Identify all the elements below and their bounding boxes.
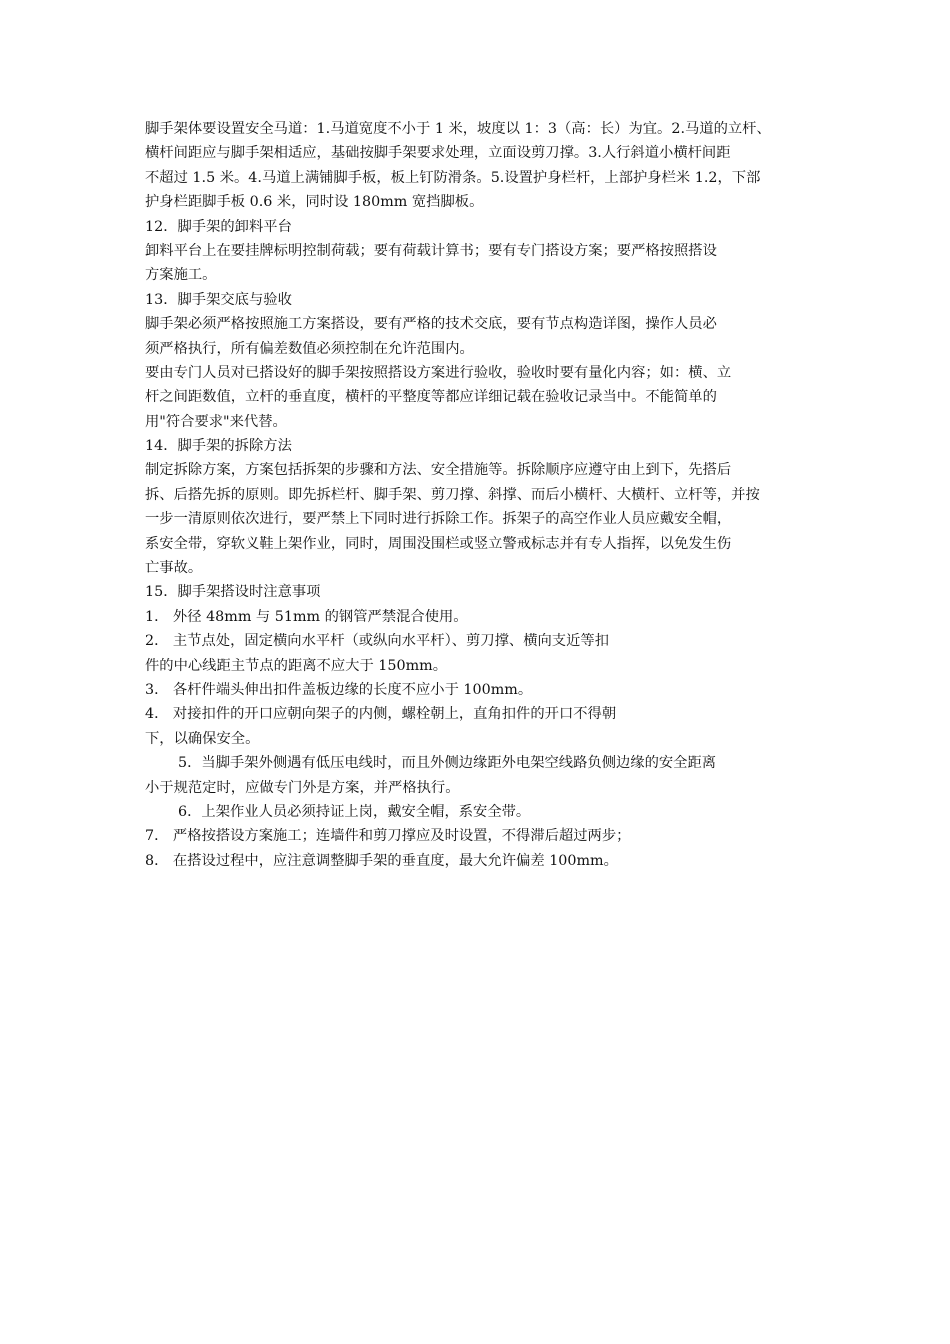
paragraph-line: 要由专门人员对已搭设好的脚手架按照搭设方案进行验收，验收时要有量化内容；如：横、立 bbox=[145, 364, 732, 381]
paragraph-line: 杆之间距数值，立杆的垂直度，横杆的平整度等都应详细记载在验收记录当中。不能简单的 bbox=[145, 389, 717, 406]
list-item: 4． 对接扣件的开口应朝向架子的内侧，螺栓朝上，直角扣件的开口不得朝 bbox=[145, 706, 617, 723]
list-item-continuation: 件的中心线距主节点的距离不应大于 150mm。 bbox=[145, 657, 447, 674]
list-item: 1． 外径 48mm 与 51mm 的钢管严禁混合使用。 bbox=[145, 608, 468, 625]
list-item: 2． 主节点处，固定横向水平杆（或纵向水平杆）、剪刀撑、横向支近等扣 bbox=[145, 633, 609, 650]
list-item: 3． 各杆件端头伸出扣件盖板边缘的长度不应小于 100mm。 bbox=[145, 681, 533, 698]
paragraph-line: 一步一清原则依次进行，要严禁上下同时进行拆除工作。拆架子的高空作业人员应戴安全帽， bbox=[145, 511, 732, 528]
paragraph-line: 脚手架必须严格按照施工方案搭设，要有严格的技术交底，要有节点构造详图，操作人员必 bbox=[145, 316, 717, 333]
section-heading: 15．脚手架搭设时注意事项 bbox=[145, 584, 321, 601]
list-item: 5．当脚手架外侧遇有低压电线时，而且外侧边缘距外电架空线路负侧边缘的安全距离 bbox=[178, 755, 717, 772]
section-heading: 14．脚手架的拆除方法 bbox=[145, 438, 292, 455]
paragraph-line: 亡事故。 bbox=[145, 560, 203, 577]
paragraph-line: 用"符合要求"来代替。 bbox=[145, 413, 287, 430]
list-item-continuation: 下，以确保安全。 bbox=[145, 730, 260, 747]
paragraph-line: 护身栏距脚手板 0.6 米，同时设 180mm 宽挡脚板。 bbox=[145, 194, 484, 211]
list-item-continuation: 小于规范定时，应做专门外是方案，并严格执行。 bbox=[145, 779, 460, 796]
section-heading: 12．脚手架的卸料平台 bbox=[145, 218, 292, 235]
paragraph-line: 方案施工。 bbox=[145, 267, 217, 284]
document-body bbox=[145, 117, 815, 873]
paragraph-line: 拆、后搭先拆的原则。即先拆栏杆、脚手架、剪刀撑、斜撑、而后小横杆、大横杆、立杆等，并按 bbox=[145, 486, 760, 503]
section-heading: 13．脚手架交底与验收 bbox=[145, 291, 292, 308]
paragraph-line: 卸料平台上在要挂牌标明控制荷载；要有荷载计算书；要有专门搭设方案；要严格按照搭设 bbox=[145, 242, 717, 259]
paragraph-line: 不超过 1.5 米。4.马道上满铺脚手板，板上钉防滑条。5.设置护身栏杆，上部护身栏米 1.2，下部 bbox=[145, 169, 761, 186]
paragraph-line: 须严格执行，所有偏差数值必须控制在允许范围内。 bbox=[145, 340, 474, 357]
paragraph-line: 制定拆除方案，方案包括拆架的步骤和方法、安全措施等。拆除顺序应遵守由上到下，先搭后 bbox=[145, 462, 732, 479]
paragraph-line: 系安全带，穿软义鞋上架作业，同时，周围没围栏或竖立警戒标志并有专人指挥，以免发生伤 bbox=[145, 535, 732, 552]
paragraph-line: 脚手架体要设置安全马道：1.马道宽度不小于 1 米，坡度以 1：3（高：长）为宜。2.马道的立杆、 bbox=[145, 121, 771, 137]
list-item: 6．上架作业人员必须持证上岗，戴安全帽，系安全带。 bbox=[178, 803, 531, 820]
list-item: 8． 在搭设过程中，应注意调整脚手架的垂直度，最大允许偏差 100mm。 bbox=[145, 852, 618, 869]
paragraph-line: 横杆间距应与脚手架相适应，基础按脚手架要求处理，立面设剪刀撑。3.人行斜道小横杆间距 bbox=[145, 145, 731, 162]
list-item: 7． 严格按搭设方案施工；连墙件和剪刀撑应及时设置，不得滞后超过两步； bbox=[145, 828, 631, 845]
